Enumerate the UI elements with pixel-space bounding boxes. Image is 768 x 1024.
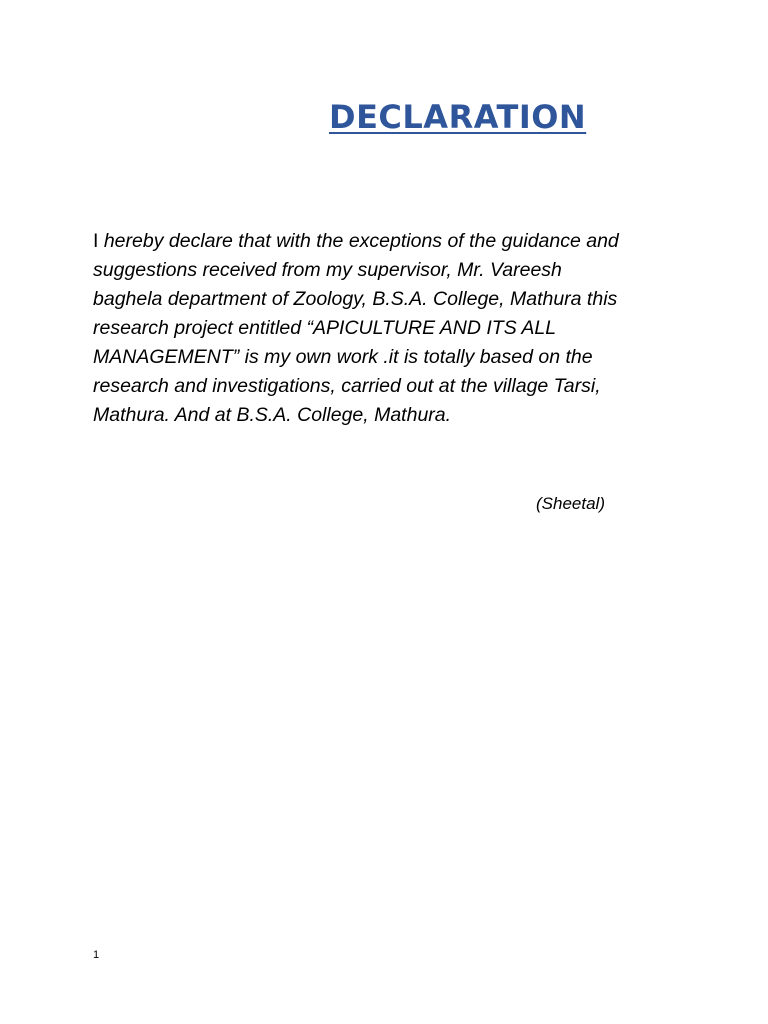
paragraph-line-5: MANAGEMENT” is my own work .it is totally based on the [93,346,593,368]
paragraph-line-1 [93,227,693,256]
paragraph-line-2: suggestions received from my supervisor, Mr. Vareesh [93,259,562,281]
page-number: 1 [93,949,100,961]
paragraph-line-1-text: hereby declare that with the exceptions of the guidance and [98,230,619,252]
paragraph-line-6: research and investigations, carried out at the village Tarsi, [93,375,601,397]
signature: (Sheetal) [536,494,605,513]
paragraph-line-3: baghela department of Zoology, B.S.A. College, Mathura this [93,288,618,310]
page-title: DECLARATION [329,98,587,136]
paragraph-lead: I [93,230,99,252]
paragraph-line-7: Mathura. And at B.S.A. College, Mathura. [93,404,452,426]
declaration-paragraph [93,227,693,430]
paragraph-line-4: research project entitled “APICULTURE AND ITS ALL [93,317,557,339]
